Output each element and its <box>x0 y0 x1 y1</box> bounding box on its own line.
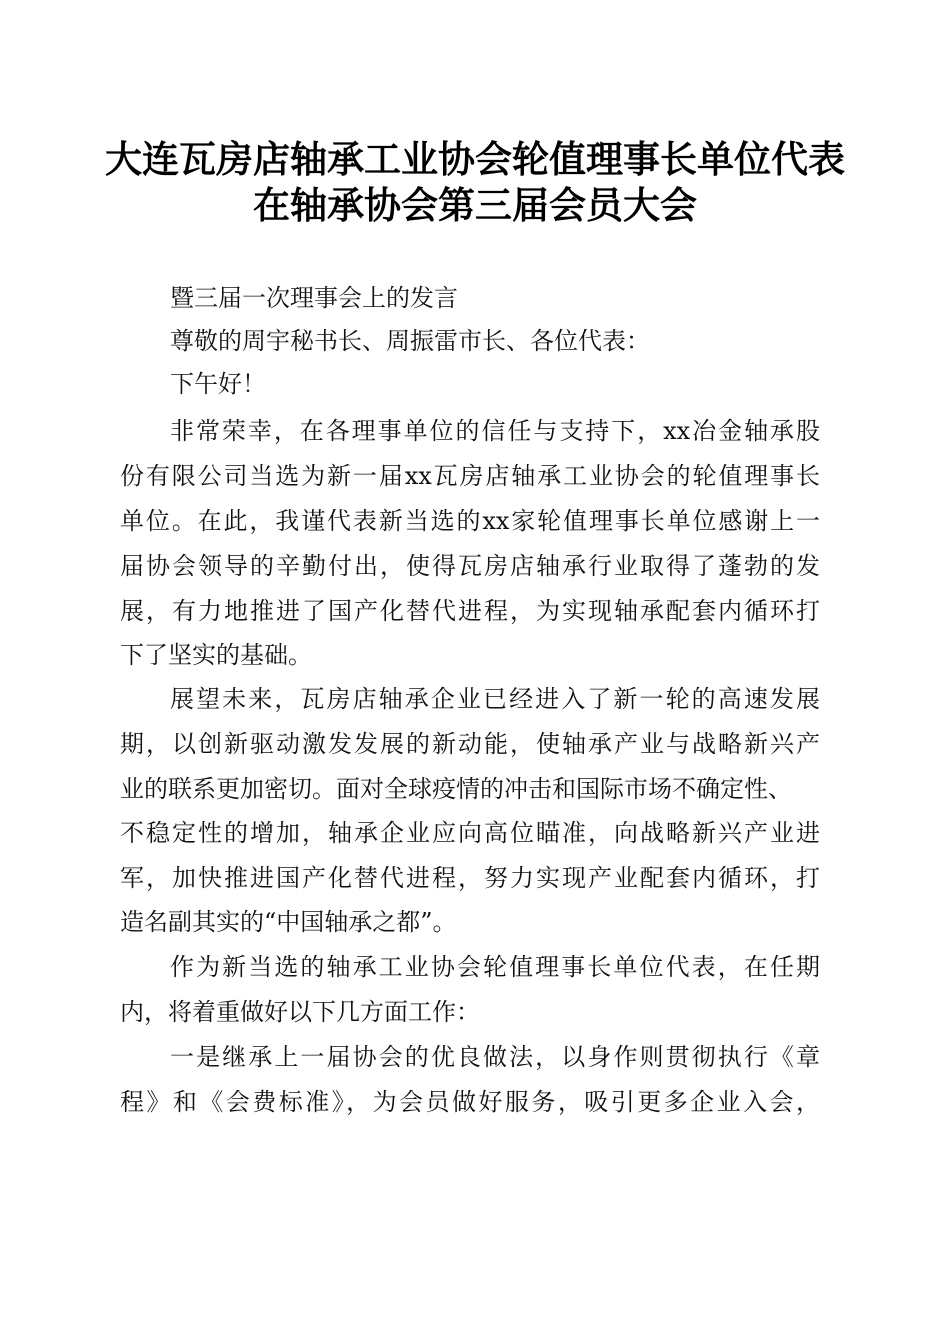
paragraph-line: 业的联系更加密切。面对全球疫情的冲击和国际市场不确定性、 <box>120 775 792 803</box>
paragraph-line: 程》和《会费标准》，为会员做好服务，吸引更多企业入会， <box>120 1088 820 1116</box>
paragraph-line: 展，有力地推进了国产化替代进程，为实现轴承配套内循环打 <box>120 597 820 625</box>
subtitle-line: 暨三届一次理事会上的发言 <box>170 284 458 312</box>
paragraph-line: 下了坚实的基础。 <box>120 641 312 669</box>
paragraph-line: 期，以创新驱动激发发展的新动能，使轴承产业与战略新兴产 <box>120 730 820 758</box>
paragraph-line: 一是继承上一届协会的优良做法，以身作则贯彻执行《章 <box>170 1043 820 1071</box>
paragraph-line: 军，加快推进国产化替代进程，努力实现产业配套内循环，打 <box>120 864 820 892</box>
greeting-line: 下午好！ <box>170 370 266 398</box>
paragraph-line: 展望未来，瓦房店轴承企业已经进入了新一轮的高速发展 <box>170 685 820 713</box>
paragraph-line: 不稳定性的增加，轴承企业应向高位瞄准，向战略新兴产业进 <box>120 819 820 847</box>
document-title-line-2: 在轴承协会第三届会员大会 <box>253 183 697 227</box>
paragraph-line: 单位。在此，我谨代表新当选的xx家轮值理事长单位感谢上一 <box>120 507 820 535</box>
paragraph-line: 份有限公司当选为新一届xx瓦房店轴承工业协会的轮值理事长 <box>120 462 820 490</box>
paragraph-line: 届协会领导的辛勤付出，使得瓦房店轴承行业取得了蓬勃的发 <box>120 552 820 580</box>
salutation-line: 尊敬的周宇秘书长、周振雷市长、各位代表： <box>170 327 650 355</box>
paragraph-line: 非常荣幸，在各理事单位的信任与支持下，xx冶金轴承股 <box>170 417 820 445</box>
paragraph-line: 造名副其实的“中国轴承之都”。 <box>120 908 457 936</box>
paragraph-line: 内，将着重做好以下几方面工作： <box>120 998 480 1026</box>
document-title-line-1: 大连瓦房店轴承工业协会轮值理事长单位代表 <box>105 137 845 181</box>
paragraph-line: 作为新当选的轴承工业协会轮值理事长单位代表，在任期 <box>170 953 820 981</box>
